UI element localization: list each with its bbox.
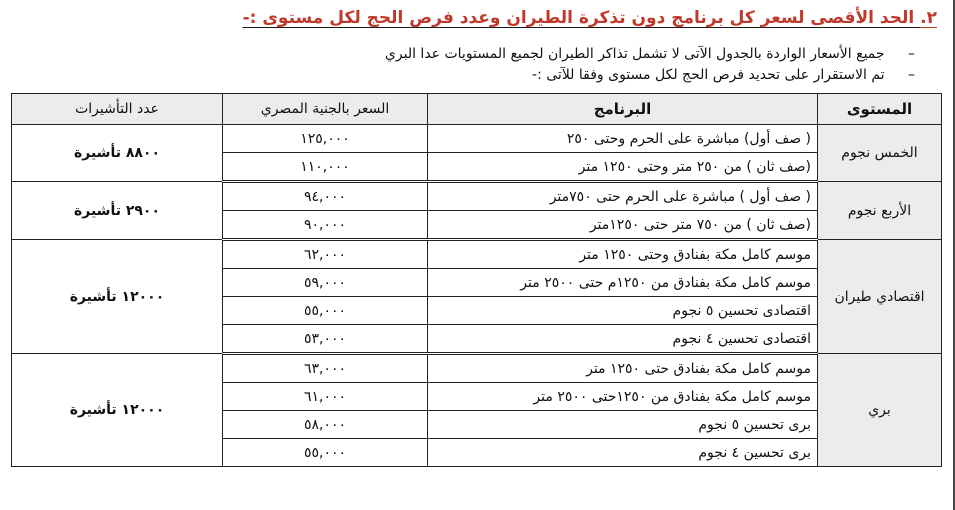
program-cell: موسم كامل مكة بفنادق وحتى ١٢٥٠ متر <box>428 240 818 269</box>
visas-cell: ١٢٠٠٠ تأشيرة <box>12 354 223 467</box>
visas-cell: ١٢٠٠٠ تأشيرة <box>12 240 223 354</box>
price-cell: ٦٣,٠٠٠ <box>223 354 428 383</box>
table-header-row <box>12 94 942 125</box>
price-cell: ٥٨,٠٠٠ <box>223 411 428 439</box>
level-cell: الأربع نجوم <box>818 182 942 240</box>
program-cell: ( صف أول) مباشرة على الحرم وحتى ٢٥٠ <box>428 125 818 153</box>
price-cell: ٥٥,٠٠٠ <box>223 297 428 325</box>
program-cell: موسم كامل مكة بفنادق من ١٢٥٠حتى ٢٥٠٠ متر <box>428 383 818 411</box>
program-cell: اقتصادى تحسين ٥ نجوم <box>428 297 818 325</box>
level-cell: الخمس نجوم <box>818 125 942 182</box>
price-cell: ٦١,٠٠٠ <box>223 383 428 411</box>
heading-text: الحد الأقصى لسعر كل برنامج دون تذكرة الطيران وعدد فرص الحج لكل مستوى :- <box>242 8 915 28</box>
table-row <box>12 240 942 269</box>
program-cell: برى تحسين ٤ نجوم <box>428 439 818 467</box>
header-program: البرنامج <box>428 94 818 125</box>
program-cell: (صف ثان ) من ٧٥٠ متر حتى ١٢٥٠متر <box>428 211 818 240</box>
program-cell: برى تحسين ٥ نجوم <box>428 411 818 439</box>
table-row <box>12 354 942 383</box>
header-visas: عدد التأشيرات <box>12 94 223 125</box>
visas-cell: ٢٩٠٠ تأشيرة <box>12 182 223 240</box>
program-cell: موسم كامل مكة بفنادق حتى ١٢٥٠ متر <box>428 354 818 383</box>
header-level: المستوى <box>818 94 942 125</box>
price-cell: ١٢٥,٠٠٠ <box>223 125 428 153</box>
note-text: تم الاستقرار على تحديد فرص الحج لكل مستوى وفقا للآتى :- <box>532 67 885 83</box>
visas-cell: ٨٨٠٠ تأشيرة <box>12 125 223 182</box>
pricing-table <box>11 93 942 467</box>
note-bullet: – <box>908 67 915 83</box>
program-cell: ( صف أول ) مباشرة على الحرم حتى ٧٥٠متر <box>428 182 818 211</box>
note-item <box>385 46 915 62</box>
level-cell: اقتصادي طيران <box>818 240 942 354</box>
price-cell: ٥٩,٠٠٠ <box>223 269 428 297</box>
program-cell: (صف ثان ) من ٢٥٠ متر وحتى ١٢٥٠ متر <box>428 153 818 182</box>
note-item <box>532 67 915 83</box>
table-row <box>12 125 942 153</box>
price-cell: ٩٠,٠٠٠ <box>223 211 428 240</box>
level-cell: بري <box>818 354 942 467</box>
price-cell: ٩٤,٠٠٠ <box>223 182 428 211</box>
note-text: جميع الأسعار الواردة بالجدول الآتى لا تشمل تذاكر الطيران لجميع المستويات عدا البري <box>384 46 885 62</box>
price-cell: ٥٥,٠٠٠ <box>223 439 428 467</box>
table-row <box>12 182 942 211</box>
price-cell: ١١٠,٠٠٠ <box>223 153 428 182</box>
section-heading <box>243 8 937 28</box>
header-price: السعر بالجنية المصري <box>223 94 428 125</box>
program-cell: موسم كامل مكة بفنادق من ١٢٥٠م حتى ٢٥٠٠ متر <box>428 269 818 297</box>
heading-number: ٢. <box>920 8 937 28</box>
note-bullet: – <box>908 46 915 62</box>
price-cell: ٦٢,٠٠٠ <box>223 240 428 269</box>
price-cell: ٥٣,٠٠٠ <box>223 325 428 354</box>
program-cell: اقتصادى تحسين ٤ نجوم <box>428 325 818 354</box>
